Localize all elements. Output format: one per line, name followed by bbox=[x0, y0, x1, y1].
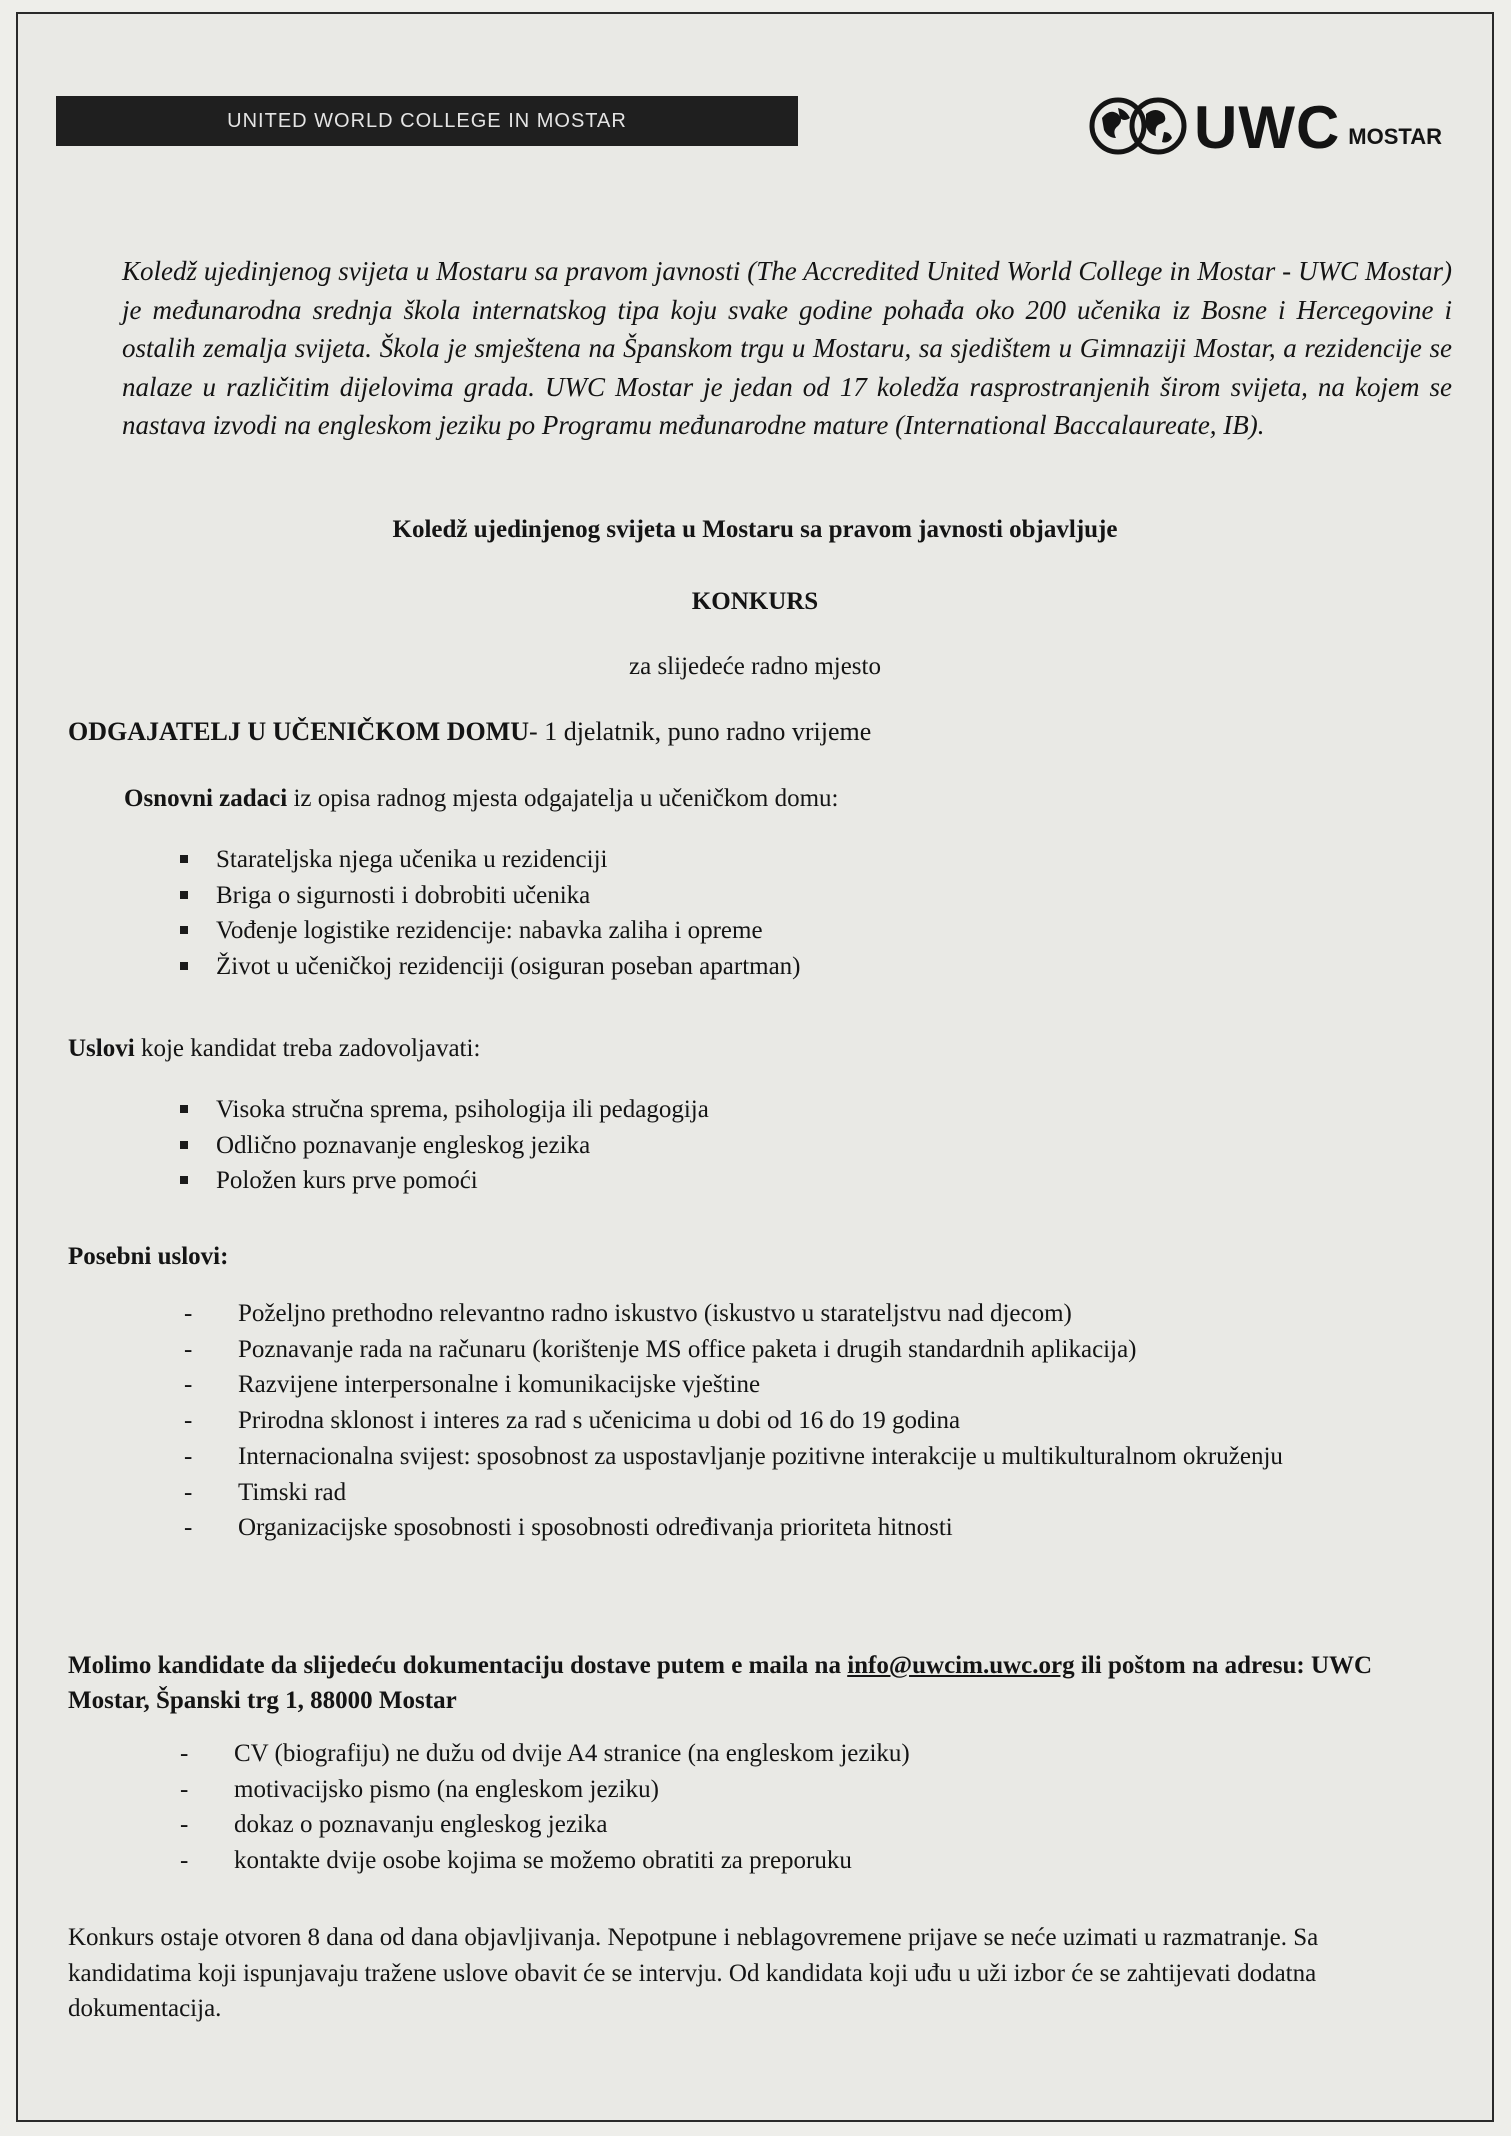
tasks-list bbox=[172, 842, 801, 984]
list-item: Starateljska njega učenika u rezidenciji bbox=[172, 842, 801, 878]
job-advertisement bbox=[16, 12, 1494, 2122]
list-item: - Poželjno prethodno relevantno radno iskustvo (iskustvo u starateljstvu nad djecom) bbox=[176, 1296, 1406, 1332]
tasks-label: Osnovni zadaci bbox=[124, 785, 288, 812]
tasks-heading bbox=[124, 782, 838, 815]
conditions-list bbox=[172, 1092, 709, 1199]
position-title: ODGAJATELJ U UČENIČKOM DOMU bbox=[68, 717, 530, 746]
email-link[interactable]: info@uwcim.uwc.org bbox=[847, 1652, 1075, 1679]
list-item: Vođenje logistike rezidencije: nabavka zaliha i opreme bbox=[172, 913, 801, 949]
list-item: - Poznavanje rada na računaru (korištenje MS office paketa i drugih standardnih aplikacija) bbox=[176, 1332, 1406, 1368]
list-item: - Internacionalna svijest: sposobnost za uspostavljanje pozitivne interakcije u multikulturalnom okruženju bbox=[176, 1439, 1406, 1475]
closing-paragraph: Konkurs ostaje otvoren 8 dana od dana objavljivanja. Nepotpune i neblagovremene prijave se neće uzimati u razmatranje. Sa kandidatima koji ispunjavaju tražene uslove obavit će se intervju. Od kandidata koji uđu u uži izbor će se zahtijevati dodatna dokumentacija. bbox=[68, 1924, 1319, 2022]
list-item: Položen kurs prve pomoći bbox=[172, 1163, 709, 1199]
conditions-label: Uslovi bbox=[68, 1035, 135, 1062]
list-item: - kontakte dvije osobe kojima se možemo obratiti za preporuku bbox=[172, 1843, 1402, 1879]
announcement-line: Koledž ujedinjenog svijeta u Mostaru sa pravom javnosti objavljuje bbox=[392, 516, 1118, 543]
intro-paragraph: Koledž ujedinjenog svijeta u Mostaru sa pravom javnosti (The Accredited United World College in Mostar - UWC Mostar) je međunarodna srednja škola internatskog tipa koju svake godine pohađa oko 200 učenika iz Bosne i Hercegovine i ostalih zemalja svijeta. Škola je smještena na Španskom trgu u Mostaru, sa sjedištem u Gimnaziji Mostar, a rezidencije se nalaze u različitim dijelovima grada. UWC Mostar je jedan od 17 koledža rasprostranjenih širom svijeta, na kojem se nastava izvodi na engleskom jeziku po Programu međunarodne mature (International Baccalaureate, IB). bbox=[122, 256, 1452, 440]
submission-text-end: ili poštom na adresu: UWC Mostar, Španski trg 1, 88000 Mostar bbox=[68, 1652, 1373, 1714]
list-item: - Prirodna sklonost i interes za rad s učenicima u dobi od 16 do 19 godina bbox=[176, 1403, 1406, 1439]
konkurs-title: KONKURS bbox=[691, 588, 819, 615]
globes-icon bbox=[1088, 94, 1188, 158]
uwc-logo bbox=[1088, 78, 1442, 161]
conditions-label-rest: koje kandidat treba zadovoljavati: bbox=[134, 1035, 481, 1062]
list-item: - Razvijene interpersonalne i komunikacijske vještine bbox=[176, 1367, 1406, 1403]
submission-text bbox=[68, 1648, 1428, 1718]
list-item: - dokaz o poznavanju engleskog jezika bbox=[172, 1807, 1402, 1843]
list-item: Briga o sigurnosti i dobrobiti učenika bbox=[172, 878, 801, 914]
list-item: Odlično poznavanje engleskog jezika bbox=[172, 1128, 709, 1164]
list-item: - motivacijsko pismo (na engleskom jeziku) bbox=[172, 1772, 1402, 1808]
list-item: - Timski rad bbox=[176, 1475, 1406, 1511]
header-banner: UNITED WORLD COLLEGE IN MOSTAR bbox=[56, 96, 798, 146]
submission-text-start: Molimo kandidate da slijedeću dokumentaciju dostave putem e maila na bbox=[68, 1652, 848, 1679]
list-item: Visoka stručna sprema, psihologija ili pedagogija bbox=[172, 1092, 709, 1128]
list-item: - CV (biografiju) ne dužu od dvije A4 stranice (na engleskom jeziku) bbox=[172, 1736, 1402, 1772]
special-heading: Posebni uslovi: bbox=[68, 1243, 229, 1270]
tasks-label-rest: iz opisa radnog mjesta odgajatelja u učeničkom domu: bbox=[287, 785, 839, 812]
documents-list bbox=[172, 1736, 1402, 1879]
conditions-heading bbox=[68, 1032, 480, 1065]
position-details: - 1 djelatnik, puno radno vrijeme bbox=[529, 717, 872, 746]
list-item: Život u učeničkoj rezidenciji (osiguran poseban apartman) bbox=[172, 949, 801, 985]
logo-text-uwc: UWC bbox=[1194, 94, 1341, 161]
position-subtitle: za slijedeće radno mjesto bbox=[629, 653, 881, 680]
special-list bbox=[176, 1296, 1406, 1546]
list-item: - Organizacijske sposobnosti i sposobnosti određivanja prioriteta hitnosti bbox=[176, 1510, 1406, 1546]
logo-text-mostar: MOSTAR bbox=[1348, 124, 1442, 149]
position-line bbox=[68, 715, 871, 748]
